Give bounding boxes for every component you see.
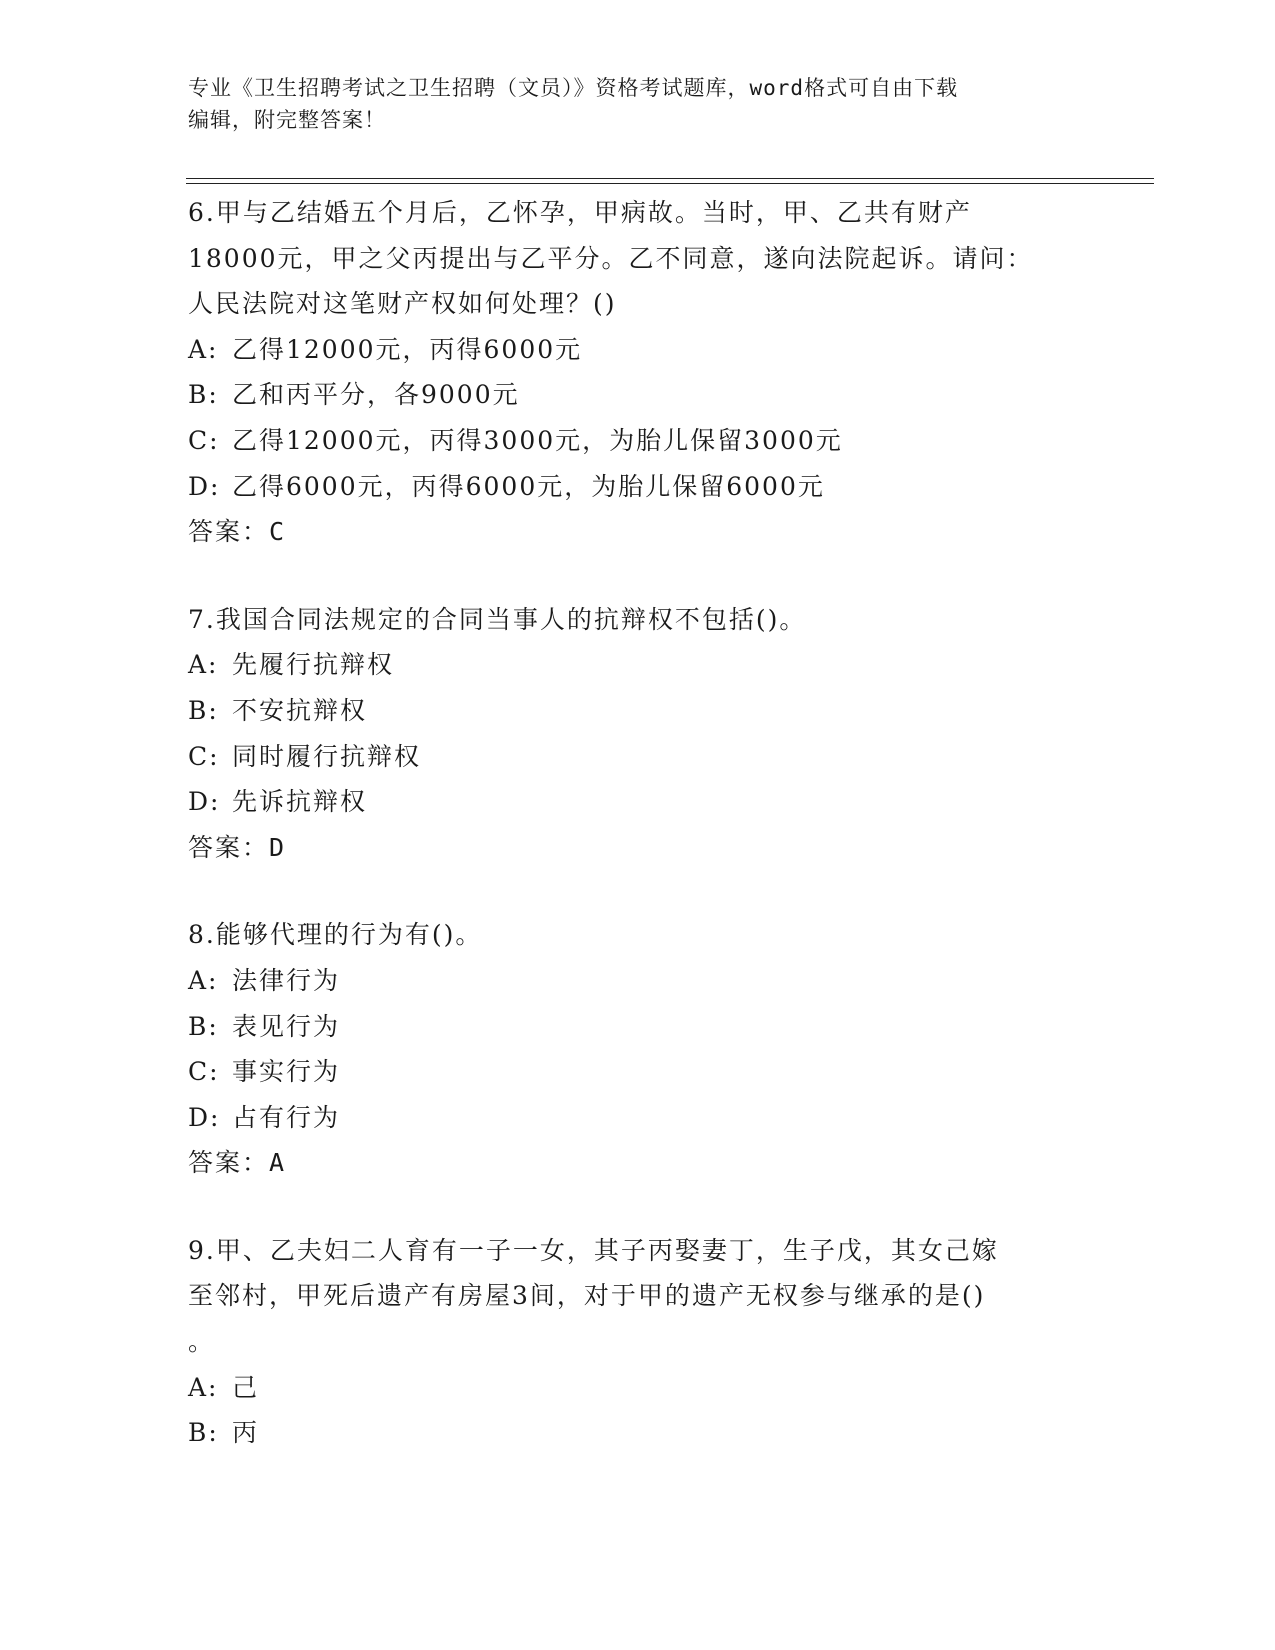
question-text-line: 9.甲、乙夫妇二人育有一子一女，其子丙娶妻丁，生子戊，其女己嫁 <box>188 1235 999 1265</box>
question-text-line: 7.我国合同法规定的合同当事人的抗辩权不包括()。 <box>188 604 807 634</box>
option-letter: B: <box>188 1011 219 1041</box>
answer-option <box>188 734 1088 780</box>
header-divider-bottom <box>186 183 1154 184</box>
option-text: 法律行为 <box>232 965 341 995</box>
answer-label: 答案： <box>188 517 270 547</box>
answer-option <box>188 958 1088 1004</box>
question-text-line: 8.能够代理的行为有()。 <box>188 920 483 950</box>
option-text: 乙得12000元，丙得3000元，为胎儿保留3000元 <box>232 425 843 455</box>
header-line-1: 专业《卫生招聘考试之卫生招聘（文员）》资格考试题库，word格式可自由下载 <box>188 76 959 100</box>
header-line-2: 编辑，附完整答案！ <box>188 108 386 132</box>
question-spacer <box>188 555 1088 597</box>
answer-option <box>188 464 1088 510</box>
answer-value: C <box>269 517 286 547</box>
option-text: 丙 <box>232 1418 260 1448</box>
answer-option <box>188 327 1088 373</box>
option-letter: D: <box>188 787 221 817</box>
answer-option <box>188 372 1088 418</box>
answer-line <box>188 825 1088 871</box>
question-text-line: 人民法院对这笔财产权如何处理？() <box>188 289 617 319</box>
option-letter: D: <box>188 471 221 501</box>
option-letter: A: <box>188 1372 219 1402</box>
question-block <box>188 912 1088 1186</box>
answer-value: D <box>269 832 286 862</box>
option-letter: C: <box>188 1057 220 1087</box>
option-letter: C: <box>188 425 220 455</box>
option-text: 先诉抗辩权 <box>232 787 368 817</box>
option-letter: C: <box>188 741 220 771</box>
option-letter: B: <box>188 695 219 725</box>
answer-option <box>188 688 1088 734</box>
question-block <box>188 190 1088 555</box>
option-text: 己 <box>232 1372 260 1402</box>
option-text: 占有行为 <box>232 1102 341 1132</box>
answer-line <box>188 1140 1088 1186</box>
answer-option <box>188 779 1088 825</box>
header-divider-top <box>186 178 1154 179</box>
option-text: 乙得12000元，丙得6000元 <box>232 334 583 364</box>
option-letter: B: <box>188 1418 219 1448</box>
question-list <box>188 190 1088 1456</box>
option-text: 乙和丙平分，各9000元 <box>232 380 520 410</box>
question-block <box>188 597 1088 871</box>
question-text-line: 至邻村，甲死后遗产有房屋3间，对于甲的遗产无权参与继承的是() <box>188 1281 986 1311</box>
answer-option <box>188 1095 1088 1141</box>
question-text-line: 18000元，甲之父丙提出与乙平分。乙不同意，遂向法院起诉。请问： <box>188 243 1034 273</box>
answer-label: 答案： <box>188 1148 270 1178</box>
option-text: 同时履行抗辩权 <box>232 741 422 771</box>
option-text: 事实行为 <box>232 1057 341 1087</box>
document-header <box>188 72 1068 136</box>
option-letter: A: <box>188 334 219 364</box>
answer-option <box>188 1004 1088 1050</box>
option-text: 乙得6000元，丙得6000元，为胎儿保留6000元 <box>232 471 825 501</box>
question-text-line: 6.甲与乙结婚五个月后，乙怀孕，甲病故。当时，甲、乙共有财产 <box>188 198 972 227</box>
answer-option <box>188 642 1088 688</box>
option-letter: B: <box>188 380 219 410</box>
answer-option <box>188 1049 1088 1095</box>
option-text: 先履行抗辩权 <box>232 650 395 680</box>
question-block <box>188 1228 1088 1456</box>
answer-label: 答案： <box>188 832 270 862</box>
option-letter: A: <box>188 650 219 680</box>
answer-line <box>188 509 1088 555</box>
answer-option <box>188 1365 1088 1411</box>
question-spacer <box>188 870 1088 912</box>
question-text-line: 。 <box>188 1327 216 1357</box>
answer-option <box>188 418 1088 464</box>
question-spacer <box>188 1186 1088 1228</box>
option-letter: A: <box>188 965 219 995</box>
option-text: 表见行为 <box>232 1011 341 1041</box>
answer-option <box>188 1410 1088 1456</box>
option-text: 不安抗辩权 <box>232 695 368 725</box>
answer-value: A <box>269 1148 286 1178</box>
option-letter: D: <box>188 1102 221 1132</box>
